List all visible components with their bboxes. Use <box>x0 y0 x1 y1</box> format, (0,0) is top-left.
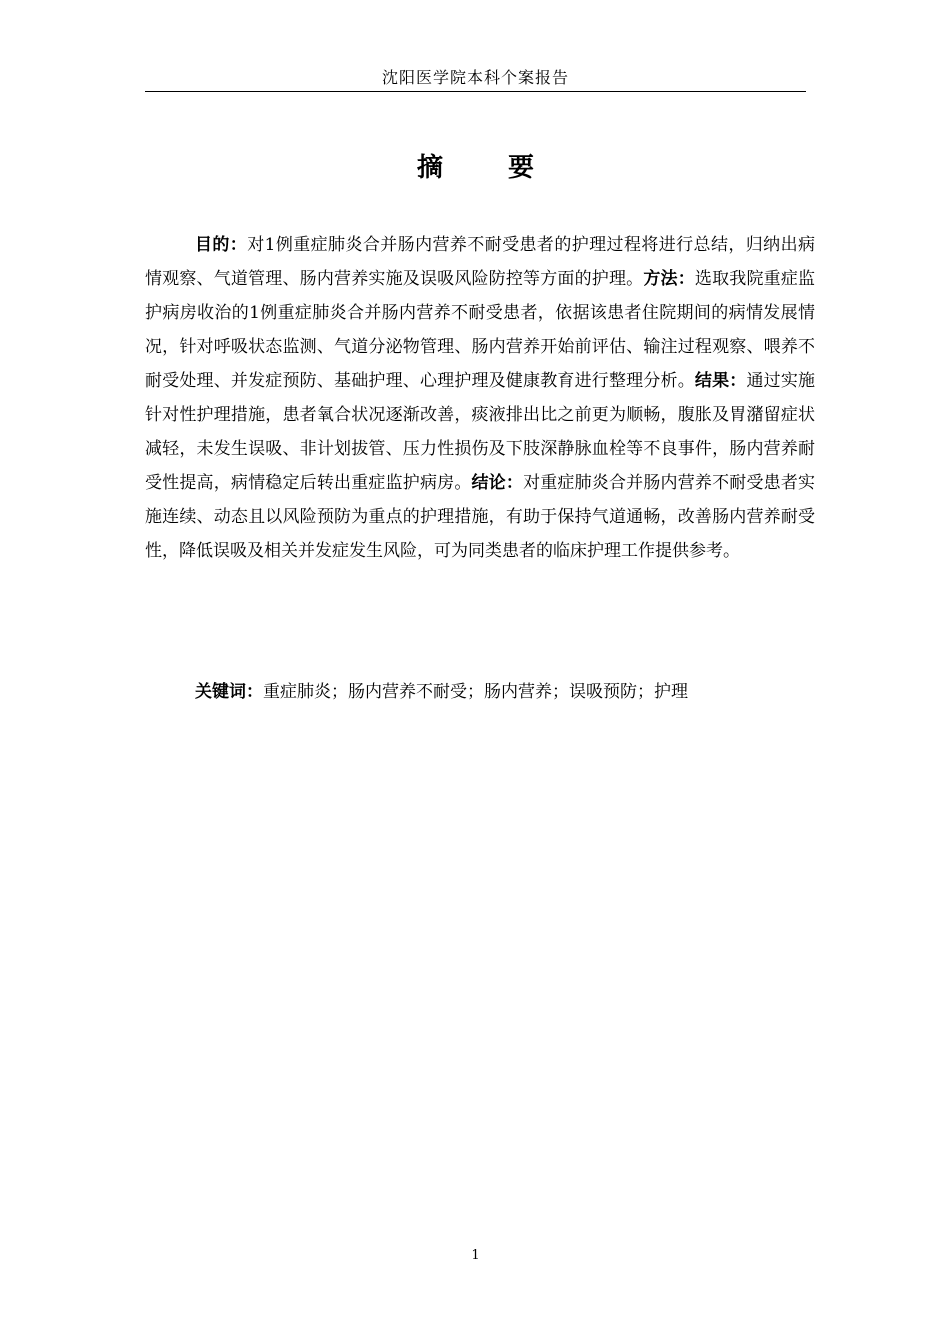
conclusion-label: 结论： <box>471 473 524 493</box>
purpose-label: 目的： <box>195 235 248 255</box>
result-label: 结果： <box>694 371 747 391</box>
conclusion-text: 对重症肺炎合并肠内营养不耐受患者实施连续、动态且以风险预防为重点的护理措施，有助于保持气道通畅，改善肠内营养耐受性，降低误吸及相关并发症发生风险，可为同类患者的临床护理工作提供参考。 <box>145 473 816 561</box>
keywords-label: 关键词： <box>195 682 263 702</box>
page-header: 沈阳医学院本科个案报告 <box>381 68 569 87</box>
header-rule <box>145 91 806 92</box>
method-text: 选取我院重症监护病房收治的1例重症肺炎合并肠内营养不耐受患者，依据该患者住院期间的病情发展情况，针对呼吸状态监测、气道分泌物管理、肠内营养开始前评估、输注过程观察、喂养不耐受处理、并发症预防、基础护理、心理护理及健康教育进行整理分析。 <box>145 269 816 391</box>
keywords-text: 重症肺炎；肠内营养不耐受；肠内营养；误吸预防；护理 <box>263 682 688 702</box>
abstract-body <box>145 228 815 568</box>
page-number: 1 <box>471 1248 480 1263</box>
purpose-text: 对1例重症肺炎合并肠内营养不耐受患者的护理过程将进行总结，归纳出病情观察、气道管理、肠内营养实施及误吸风险防控等方面的护理。 <box>145 235 815 289</box>
method-label: 方法： <box>643 269 695 289</box>
abstract-title: 摘 要 <box>416 153 563 183</box>
keywords-line <box>145 675 815 709</box>
result-text: 通过实施针对性护理措施，患者氧合状况逐渐改善，痰液排出比之前更为顺畅，腹胀及胃潴留症状减轻，未发生误吸、非计划拔管、压力性损伤及下肢深静脉血栓等不良事件，肠内营养耐受性提高，病情稳定后转出重症监护病房。 <box>145 371 816 493</box>
